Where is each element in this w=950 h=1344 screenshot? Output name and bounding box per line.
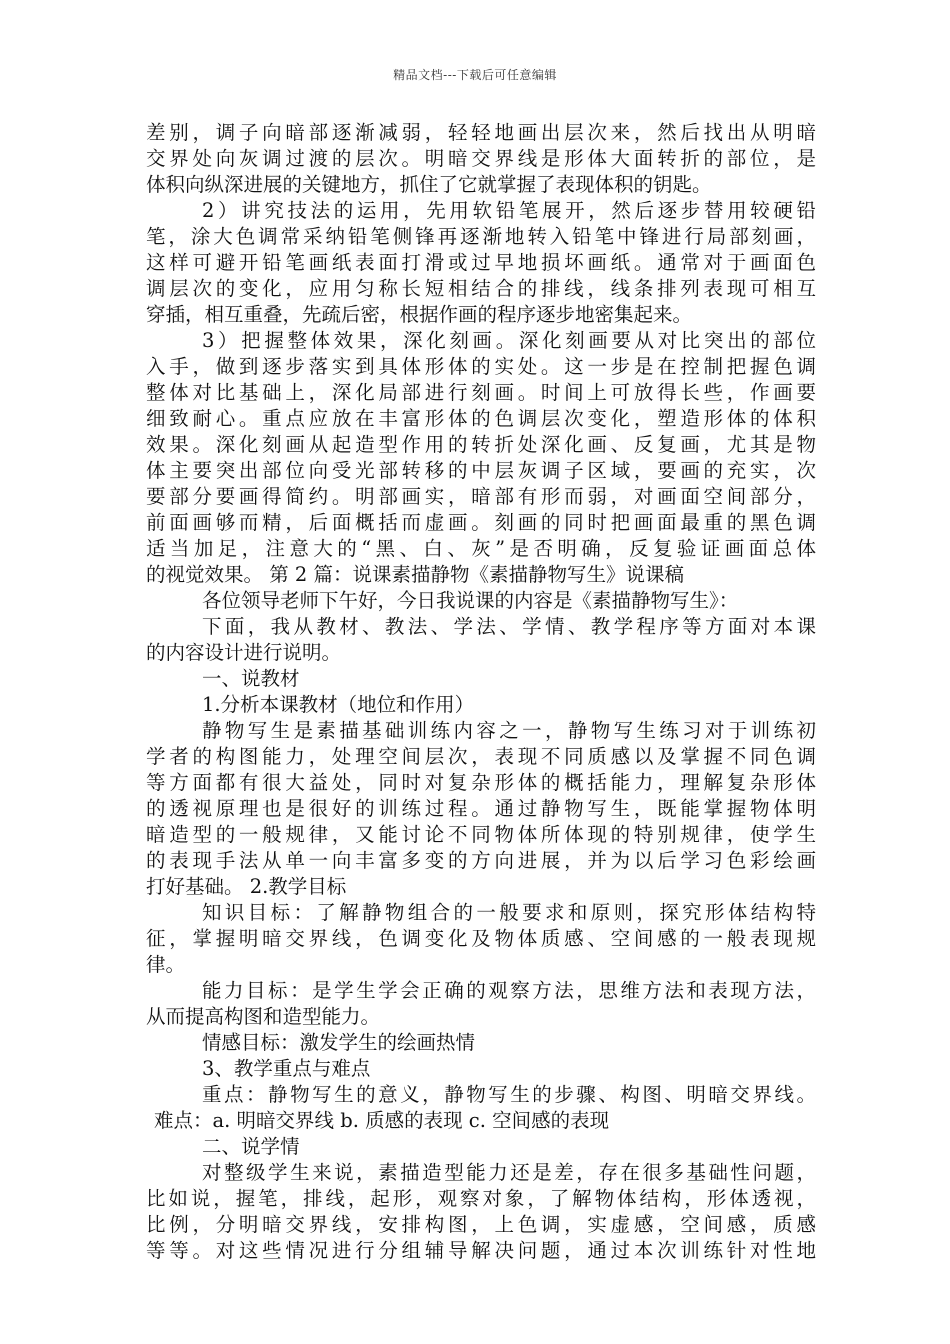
text-line: 暗造型的一般规律，又能讨论不同物体所体现的特别规律，使学生 xyxy=(146,823,816,846)
text-line: 等方面都有很大益处，同时对复杂形体的概括能力，理解复杂形体 xyxy=(146,771,816,794)
text-line: 重点：静物写生的意义，静物写生的步骤、构图、明暗交界线。 xyxy=(202,1083,816,1106)
text-line: 的表现手法从单一向丰富多变的方向进展，并为以后学习色彩绘画 xyxy=(146,849,816,872)
text-line: 的透视原理也是很好的训练过程。通过静物写生，既能掌握物体明 xyxy=(146,797,816,820)
text-line: 2）讲究技法的运用，先用软铅笔展开，然后逐步替用较硬铅 xyxy=(202,199,816,222)
page-header: 精品文档---下载后可任意编辑 xyxy=(393,68,557,82)
text-line: 下面，我从教材、教法、学法、学情、教学程序等方面对本课 xyxy=(202,615,816,638)
text-line: 静物写生是素描基础训练内容之一，静物写生练习对于训练初 xyxy=(202,719,816,742)
text-line: 整体对比基础上，深化局部进行刻画。时间上可放得长些，作画要 xyxy=(146,381,816,404)
text-line: 3）把握整体效果，深化刻画。深化刻画要从对比突出的部位 xyxy=(202,329,816,352)
text-line: 这样可避开铅笔画纸表面打滑或过早地损坏画纸。通常对于画面色 xyxy=(146,251,816,274)
text-line: 要部分要画得简约。明部画实，暗部有形而弱，对画面空间部分， xyxy=(146,485,816,508)
text-line: 交界处向灰调过渡的层次。明暗交界线是形体大面转折的部位，是 xyxy=(146,147,816,170)
text-line: 等等。对这些情况进行分组辅导解决问题，通过本次训练针对性地 xyxy=(146,1239,816,1262)
text-line: 入手，做到逐步落实到具体形体的实处。这一步是在控制把握色调 xyxy=(146,355,816,378)
text-line: 能力目标：是学生学会正确的观察方法，思维方法和表现方法， xyxy=(202,979,816,1002)
text-line: 3、教学重点与难点 xyxy=(202,1057,371,1080)
text-line: 对整级学生来说，素描造型能力还是差，存在很多基础性问题， xyxy=(202,1161,816,1184)
text-line: 细致耐心。重点应放在丰富形体的色调层次变化，塑造形体的体积 xyxy=(146,407,816,430)
text-line: 的视觉效果。 第 2 篇：说课素描静物《素描静物写生》说课稿 xyxy=(146,563,685,586)
text-line: 体主要突出部位向受光部转移的中层灰调子区域，要画的充实，次 xyxy=(146,459,816,482)
text-line: 前面画够而精，后面概括而虚画。刻画的同时把画面最重的黑色调 xyxy=(146,511,816,534)
text-line: 二、说学情 xyxy=(202,1135,300,1158)
text-line: 征，掌握明暗交界线，色调变化及物体质感、空间感的一般表现规 xyxy=(146,927,816,950)
text-line: 1.分析本课教材（地位和作用） xyxy=(202,693,475,716)
text-line: 情感目标：激发学生的绘画热情 xyxy=(202,1031,476,1054)
text-line: 各位领导老师下午好，今日我说课的内容是《素描静物写生》： xyxy=(202,589,739,612)
text-line: 体积向纵深进展的关键地方，抓住了它就掌握了表现体积的钥匙。 xyxy=(146,173,712,196)
text-line: 适当加足，注意大的“黑、白、灰”是否明确，反复验证画面总体 xyxy=(146,537,816,560)
text-line: 从而提高构图和造型能力。 xyxy=(146,1005,381,1028)
text-line: 差别，调子向暗部逐渐减弱，轻轻地画出层次来，然后找出从明暗 xyxy=(146,121,816,144)
text-line: 比例，分明暗交界线，安排构图，上色调，实虚感，空间感，质感 xyxy=(146,1213,816,1236)
text-line: 比如说，握笔，排线，起形，观察对象，了解物体结构，形体透视， xyxy=(146,1187,816,1210)
text-line: 难点：a. 明暗交界线 b. 质感的表现 c. 空间感的表现 xyxy=(154,1109,610,1132)
text-line: 穿插，相互重叠，先疏后密，根据作画的程序逐步地密集起来。 xyxy=(146,303,693,326)
text-line: 调层次的变化，应用匀称长短相结合的排线，线条排列表现可相互 xyxy=(146,277,816,300)
document-body xyxy=(146,120,816,1264)
text-line: 效果。深化刻画从起造型作用的转折处深化画、反复画，尤其是物 xyxy=(146,433,816,456)
text-line: 笔，涂大色调常采纳铅笔侧锋再逐渐地转入铅笔中锋进行局部刻画， xyxy=(146,225,816,248)
text-line: 打好基础。 2.教学目标 xyxy=(146,875,347,898)
text-line: 一、说教材 xyxy=(202,667,300,690)
text-line: 律。 xyxy=(146,953,186,976)
text-line: 学者的构图能力，处理空间层次，表现不同质感以及掌握不同色调 xyxy=(146,745,816,768)
text-line: 的内容设计进行说明。 xyxy=(146,641,342,664)
text-line: 知识目标：了解静物组合的一般要求和原则，探究形体结构特 xyxy=(202,901,816,924)
